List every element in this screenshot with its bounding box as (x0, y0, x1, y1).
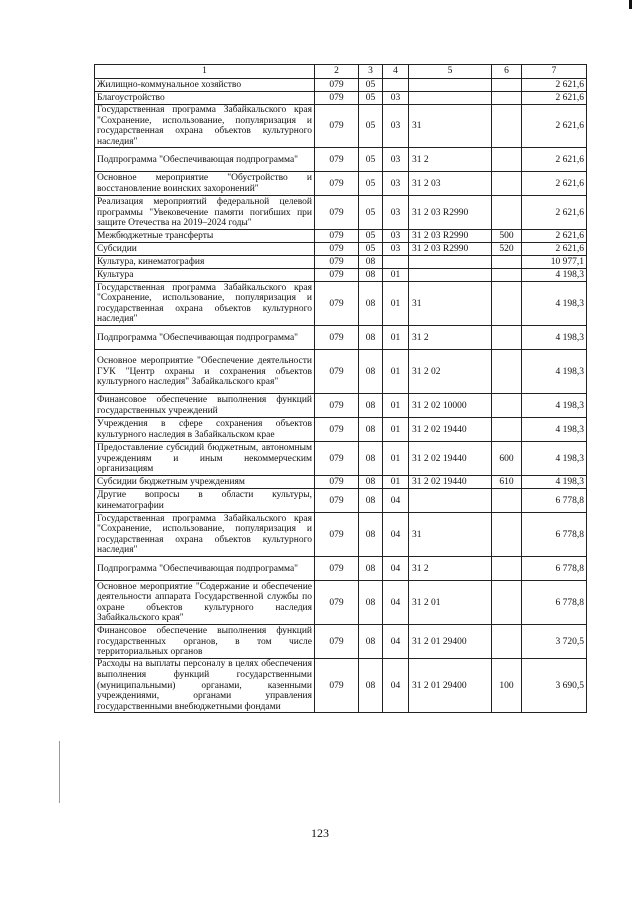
row-c5-cell: 31 (409, 513, 492, 557)
row-c7-cell: 10 977,1 (522, 256, 587, 269)
row-c5-cell: 31 2 02 19440 (409, 476, 492, 489)
row-c4-cell (383, 256, 409, 269)
row-c4-cell: 03 (383, 92, 409, 105)
row-c3-cell: 05 (359, 105, 383, 148)
row-c7-cell: 2 621,6 (522, 92, 587, 105)
row-c2-cell: 079 (315, 513, 359, 557)
row-name-cell: Расходы на выплаты персоналу в целях обеспечения выполнения функций государственными (муниципальными) органами, казенными учреждениями, органами управления государственными внебюджетными фондами (95, 659, 315, 713)
row-c6-cell (492, 489, 522, 513)
row-c2-cell: 079 (315, 489, 359, 513)
row-c6-cell (492, 269, 522, 282)
row-c2-cell: 079 (315, 79, 359, 92)
row-c6-cell: 500 (492, 230, 522, 243)
row-c5-cell (409, 79, 492, 92)
row-c2-cell: 079 (315, 148, 359, 172)
row-c4-cell: 01 (383, 442, 409, 476)
row-c3-cell: 08 (359, 625, 383, 659)
row-c5-cell (409, 92, 492, 105)
table-row (95, 105, 587, 148)
row-c7-cell: 6 778,8 (522, 513, 587, 557)
table-row (95, 394, 587, 418)
table-row (95, 476, 587, 489)
row-c5-cell (409, 256, 492, 269)
row-c3-cell: 05 (359, 92, 383, 105)
table-header-row (95, 65, 587, 79)
row-c2-cell: 079 (315, 243, 359, 256)
row-c5-cell: 31 2 (409, 557, 492, 581)
header-cell-6: 6 (492, 65, 522, 79)
row-c4-cell: 03 (383, 148, 409, 172)
row-name-cell: Культура, кинематография (95, 256, 315, 269)
row-c6-cell (492, 79, 522, 92)
row-c5-cell: 31 2 02 19440 (409, 418, 492, 442)
header-cell-3: 3 (359, 65, 383, 79)
row-c3-cell: 05 (359, 243, 383, 256)
table-row (95, 581, 587, 625)
row-c3-cell: 08 (359, 326, 383, 350)
row-name-cell: Подпрограмма "Обеспечивающая подпрограмма" (95, 148, 315, 172)
table-row (95, 79, 587, 92)
row-c6-cell: 600 (492, 442, 522, 476)
row-c7-cell: 6 778,8 (522, 489, 587, 513)
row-c3-cell: 05 (359, 172, 383, 196)
row-name-cell: Государственная программа Забайкальского края "Сохранение, использование, популяризация и государственная охрана объектов культурного наследия" (95, 105, 315, 148)
header-cell-4: 4 (383, 65, 409, 79)
page-number: 123 (311, 826, 329, 840)
row-c3-cell: 08 (359, 418, 383, 442)
row-c7-cell: 4 198,3 (522, 282, 587, 326)
row-c6-cell (492, 196, 522, 230)
row-c5-cell: 31 2 02 19440 (409, 442, 492, 476)
row-c3-cell: 05 (359, 79, 383, 92)
margin-mark (59, 741, 60, 803)
row-c6-cell (492, 350, 522, 394)
row-c6-cell (492, 282, 522, 326)
row-c3-cell: 08 (359, 659, 383, 713)
row-c7-cell: 4 198,3 (522, 350, 587, 394)
row-c4-cell: 03 (383, 172, 409, 196)
table-body (95, 79, 587, 713)
budget-table (94, 64, 587, 713)
row-c7-cell: 2 621,6 (522, 105, 587, 148)
row-c7-cell: 4 198,3 (522, 418, 587, 442)
table-row (95, 557, 587, 581)
table-row (95, 442, 587, 476)
row-c6-cell (492, 326, 522, 350)
row-c7-cell: 2 621,6 (522, 172, 587, 196)
row-c5-cell: 31 2 03 (409, 172, 492, 196)
row-c6-cell (492, 92, 522, 105)
row-c4-cell: 03 (383, 196, 409, 230)
row-name-cell: Культура (95, 269, 315, 282)
row-c5-cell: 31 (409, 105, 492, 148)
row-c6-cell (492, 625, 522, 659)
row-name-cell: Финансовое обеспечение выполнения функций государственных органов, в том числе территориальных органов (95, 625, 315, 659)
row-c5-cell: 31 2 03 R2990 (409, 230, 492, 243)
row-c2-cell: 079 (315, 92, 359, 105)
row-c3-cell: 08 (359, 489, 383, 513)
row-c2-cell: 079 (315, 256, 359, 269)
table-row (95, 625, 587, 659)
table-row (95, 350, 587, 394)
row-c5-cell (409, 269, 492, 282)
row-c3-cell: 08 (359, 442, 383, 476)
row-c2-cell: 079 (315, 105, 359, 148)
row-c4-cell: 04 (383, 489, 409, 513)
row-c3-cell: 08 (359, 513, 383, 557)
row-c4-cell: 01 (383, 350, 409, 394)
row-name-cell: Межбюджетные трансферты (95, 230, 315, 243)
corner-mark (629, 0, 632, 9)
table-row (95, 513, 587, 557)
row-c4-cell: 03 (383, 105, 409, 148)
row-c2-cell: 079 (315, 442, 359, 476)
row-c3-cell: 08 (359, 269, 383, 282)
row-name-cell: Реализация мероприятий федеральной целевой программы "Увековечение памяти погибших при защите Отечества на 2019–2024 годы" (95, 196, 315, 230)
row-c5-cell: 31 2 01 (409, 581, 492, 625)
row-c7-cell: 4 198,3 (522, 326, 587, 350)
row-c2-cell: 079 (315, 172, 359, 196)
row-c4-cell: 01 (383, 269, 409, 282)
row-c6-cell (492, 581, 522, 625)
row-c4-cell: 01 (383, 282, 409, 326)
row-c7-cell: 4 198,3 (522, 394, 587, 418)
row-c6-cell: 520 (492, 243, 522, 256)
row-name-cell: Финансовое обеспечение выполнения функций государственных учреждений (95, 394, 315, 418)
row-name-cell: Жилищно-коммунальное хозяйство (95, 79, 315, 92)
row-name-cell: Государственная программа Забайкальского края "Сохранение, использование, популяризация и государственная охрана объектов культурного наследия" (95, 282, 315, 326)
row-c3-cell: 08 (359, 394, 383, 418)
row-c6-cell (492, 172, 522, 196)
row-c2-cell: 079 (315, 326, 359, 350)
table-row (95, 256, 587, 269)
row-c6-cell (492, 513, 522, 557)
row-c3-cell: 08 (359, 256, 383, 269)
row-c2-cell: 079 (315, 476, 359, 489)
row-name-cell: Другие вопросы в области культуры, кинематографии (95, 489, 315, 513)
row-name-cell: Основное мероприятие "Обустройство и восстановление воинских захоронений" (95, 172, 315, 196)
header-cell-5: 5 (409, 65, 492, 79)
table-row (95, 326, 587, 350)
row-name-cell: Подпрограмма "Обеспечивающая подпрограмма" (95, 557, 315, 581)
row-c7-cell: 2 621,6 (522, 148, 587, 172)
row-name-cell: Субсидии бюджетным учреждениям (95, 476, 315, 489)
row-c2-cell: 079 (315, 196, 359, 230)
table-row (95, 92, 587, 105)
row-c3-cell: 05 (359, 196, 383, 230)
header-cell-7: 7 (522, 65, 587, 79)
row-c3-cell: 05 (359, 148, 383, 172)
header-cell-2: 2 (315, 65, 359, 79)
row-c5-cell: 31 (409, 282, 492, 326)
row-c4-cell (383, 79, 409, 92)
row-c4-cell: 04 (383, 513, 409, 557)
row-c2-cell: 079 (315, 418, 359, 442)
row-name-cell: Государственная программа Забайкальского края "Сохранение, использование, популяризация и государственная охрана объектов культурного наследия" (95, 513, 315, 557)
row-c5-cell: 31 2 (409, 326, 492, 350)
row-c6-cell (492, 105, 522, 148)
row-c2-cell: 079 (315, 625, 359, 659)
row-c4-cell: 04 (383, 557, 409, 581)
row-c6-cell (492, 394, 522, 418)
row-c3-cell: 08 (359, 350, 383, 394)
row-c5-cell: 31 2 (409, 148, 492, 172)
table-row (95, 269, 587, 282)
table-row (95, 659, 587, 713)
table-row (95, 172, 587, 196)
row-c4-cell: 01 (383, 418, 409, 442)
row-c6-cell (492, 557, 522, 581)
row-c5-cell: 31 2 01 29400 (409, 659, 492, 713)
row-c7-cell: 2 621,6 (522, 230, 587, 243)
row-c4-cell: 01 (383, 394, 409, 418)
row-c6-cell (492, 148, 522, 172)
row-c6-cell: 100 (492, 659, 522, 713)
row-c4-cell: 04 (383, 625, 409, 659)
row-c7-cell: 3 720,5 (522, 625, 587, 659)
row-c4-cell: 01 (383, 476, 409, 489)
row-c2-cell: 079 (315, 581, 359, 625)
row-c7-cell: 6 778,8 (522, 557, 587, 581)
row-c7-cell: 4 198,3 (522, 442, 587, 476)
row-c5-cell: 31 2 01 29400 (409, 625, 492, 659)
row-c2-cell: 079 (315, 269, 359, 282)
row-c7-cell: 2 621,6 (522, 243, 587, 256)
row-c7-cell: 2 621,6 (522, 79, 587, 92)
row-c6-cell: 610 (492, 476, 522, 489)
row-c4-cell: 03 (383, 230, 409, 243)
row-c7-cell: 4 198,3 (522, 269, 587, 282)
row-c4-cell: 01 (383, 326, 409, 350)
row-c5-cell: 31 2 03 R2990 (409, 243, 492, 256)
row-c6-cell (492, 418, 522, 442)
row-c5-cell: 31 2 02 (409, 350, 492, 394)
row-c7-cell: 3 690,5 (522, 659, 587, 713)
row-c3-cell: 08 (359, 581, 383, 625)
row-c3-cell: 08 (359, 282, 383, 326)
row-c7-cell: 6 778,8 (522, 581, 587, 625)
row-c3-cell: 05 (359, 230, 383, 243)
table-row (95, 418, 587, 442)
row-c7-cell: 4 198,3 (522, 476, 587, 489)
row-c2-cell: 079 (315, 350, 359, 394)
table-row (95, 196, 587, 230)
row-c5-cell (409, 489, 492, 513)
row-c2-cell: 079 (315, 659, 359, 713)
header-cell-1: 1 (95, 65, 315, 79)
table-row (95, 243, 587, 256)
row-c5-cell: 31 2 03 R2990 (409, 196, 492, 230)
table-row (95, 282, 587, 326)
row-name-cell: Подпрограмма "Обеспечивающая подпрограмма" (95, 326, 315, 350)
row-name-cell: Основное мероприятие "Обеспечение деятельности ГУК "Центр охраны и сохранения объектов культурного наследия" Забайкальского края" (95, 350, 315, 394)
row-c3-cell: 08 (359, 476, 383, 489)
row-c2-cell: 079 (315, 282, 359, 326)
row-c4-cell: 03 (383, 243, 409, 256)
row-c3-cell: 08 (359, 557, 383, 581)
table-row (95, 489, 587, 513)
row-name-cell: Предоставление субсидий бюджетным, автономным учреждениям и иным некоммерческим организациям (95, 442, 315, 476)
row-name-cell: Учреждения в сфере сохранения объектов культурного наследия в Забайкальском крае (95, 418, 315, 442)
row-c2-cell: 079 (315, 557, 359, 581)
table-row (95, 148, 587, 172)
row-c6-cell (492, 256, 522, 269)
row-name-cell: Благоустройство (95, 92, 315, 105)
row-c4-cell: 04 (383, 581, 409, 625)
row-c5-cell: 31 2 02 10000 (409, 394, 492, 418)
row-name-cell: Основное мероприятие "Содержание и обеспечение деятельности аппарата Государственной службы по охране объектов культурного наследия Забайкальского края" (95, 581, 315, 625)
row-c4-cell: 04 (383, 659, 409, 713)
row-c2-cell: 079 (315, 394, 359, 418)
row-c7-cell: 2 621,6 (522, 196, 587, 230)
row-name-cell: Субсидии (95, 243, 315, 256)
table-row (95, 230, 587, 243)
row-c2-cell: 079 (315, 230, 359, 243)
